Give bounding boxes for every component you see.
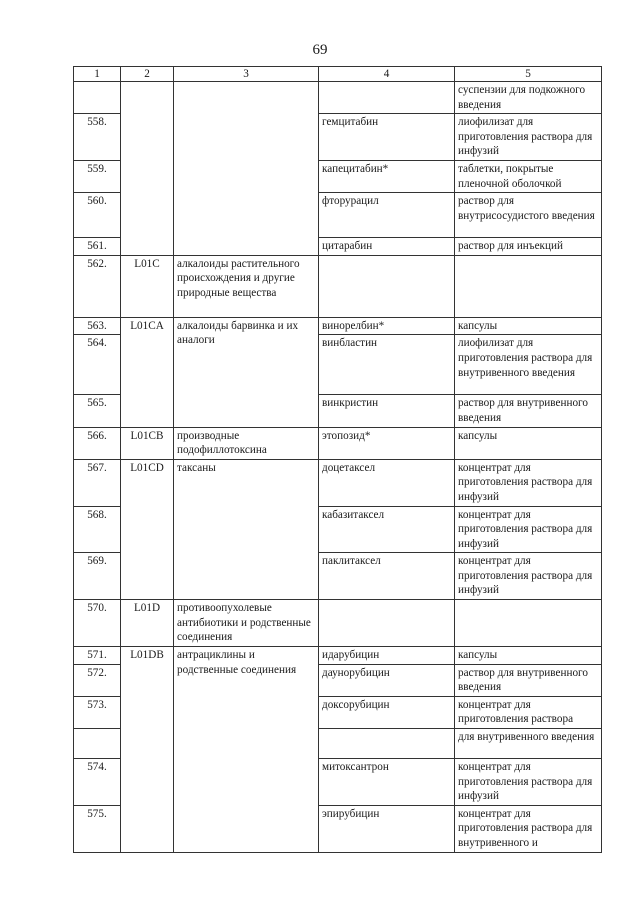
drug-name-cell (319, 729, 455, 759)
drug-name-cell: паклитаксел (319, 553, 455, 600)
table-row (74, 600, 602, 647)
table-row (74, 647, 602, 665)
table-row (74, 427, 602, 459)
group-name-cell (174, 82, 319, 256)
drug-name-cell (319, 600, 455, 647)
dosage-form-cell: лиофилизат для приготовления раствора для внутривенного введения (455, 335, 602, 395)
dosage-form-cell: раствор для инъекций (455, 238, 602, 256)
group-name-cell: таксаны (174, 459, 319, 599)
drug-name-cell: винорелбин* (319, 317, 455, 335)
drug-name-cell: этопозид* (319, 427, 455, 459)
drug-list-table (73, 66, 602, 853)
row-number-cell: 572. (74, 664, 121, 696)
row-number-cell: 575. (74, 805, 121, 852)
dosage-form-cell: раствор для внутривенного введения (455, 664, 602, 696)
row-number-cell: 565. (74, 395, 121, 427)
row-number-cell: 567. (74, 459, 121, 506)
atc-code-cell: L01CD (121, 459, 174, 599)
dosage-form-cell: капсулы (455, 647, 602, 665)
drug-name-cell: доксорубицин (319, 696, 455, 728)
row-number-cell (74, 82, 121, 114)
dosage-form-cell: для внутривенного введения (455, 729, 602, 759)
group-name-cell: алкалоиды растительного происхождения и другие природные вещества (174, 255, 319, 317)
atc-code-cell: L01CA (121, 317, 174, 427)
dosage-form-cell (455, 255, 602, 317)
atc-code-cell: L01DB (121, 647, 174, 853)
row-number-cell: 558. (74, 114, 121, 161)
row-number-cell: 574. (74, 759, 121, 806)
column-header: 2 (121, 67, 174, 82)
atc-code-cell: L01D (121, 600, 174, 647)
table-row (74, 317, 602, 335)
row-number-cell: 566. (74, 427, 121, 459)
row-number-cell: 568. (74, 506, 121, 553)
drug-name-cell: идарубицин (319, 647, 455, 665)
row-number-cell: 562. (74, 255, 121, 317)
drug-name-cell: гемцитабин (319, 114, 455, 161)
row-number-cell: 559. (74, 160, 121, 192)
dosage-form-cell: концентрат для приготовления раствора (455, 696, 602, 728)
drug-name-cell: фторурацил (319, 193, 455, 238)
drug-name-cell (319, 82, 455, 114)
table-row (74, 459, 602, 506)
drug-name-cell: капецитабин* (319, 160, 455, 192)
dosage-form-cell: концентрат для приготовления раствора для внутривенного и (455, 805, 602, 852)
drug-name-cell: даунорубицин (319, 664, 455, 696)
atc-code-cell (121, 82, 174, 256)
dosage-form-cell: капсулы (455, 317, 602, 335)
group-name-cell: антрациклины и родственные соединения (174, 647, 319, 853)
drug-name-cell: эпирубицин (319, 805, 455, 852)
dosage-form-cell: таблетки, покрытые пленочной оболочкой (455, 160, 602, 192)
dosage-form-cell: капсулы (455, 427, 602, 459)
drug-name-cell (319, 255, 455, 317)
drug-name-cell: винкристин (319, 395, 455, 427)
drug-name-cell: цитарабин (319, 238, 455, 256)
dosage-form-cell: раствор для внутрисосудистого введения (455, 193, 602, 238)
group-name-cell: противоопухолевые антибиотики и родственные соединения (174, 600, 319, 647)
page-number: 69 (312, 42, 328, 58)
atc-code-cell: L01C (121, 255, 174, 317)
row-number-cell (74, 729, 121, 759)
dosage-form-cell: раствор для внутривенного введения (455, 395, 602, 427)
dosage-form-cell: концентрат для приготовления раствора для инфузий (455, 553, 602, 600)
row-number-cell: 570. (74, 600, 121, 647)
dosage-form-cell: концентрат для приготовления раствора для инфузий (455, 459, 602, 506)
table-row (74, 255, 602, 317)
column-header: 5 (455, 67, 602, 82)
drug-name-cell: винбластин (319, 335, 455, 395)
column-header: 3 (174, 67, 319, 82)
group-name-cell: алкалоиды барвинка и их аналоги (174, 317, 319, 427)
row-number-cell: 564. (74, 335, 121, 395)
row-number-cell: 563. (74, 317, 121, 335)
drug-name-cell: кабазитаксел (319, 506, 455, 553)
row-number-cell: 561. (74, 238, 121, 256)
table-row (74, 82, 602, 114)
table-header-row (74, 67, 602, 82)
dosage-form-cell: суспензии для подкожного введения (455, 82, 602, 114)
row-number-cell: 569. (74, 553, 121, 600)
dosage-form-cell: лиофилизат для приготовления раствора для инфузий (455, 114, 602, 161)
row-number-cell: 573. (74, 696, 121, 728)
dosage-form-cell (455, 600, 602, 647)
dosage-form-cell: концентрат для приготовления раствора для инфузий (455, 759, 602, 806)
drug-name-cell: доцетаксел (319, 459, 455, 506)
atc-code-cell: L01CB (121, 427, 174, 459)
drug-name-cell: митоксантрон (319, 759, 455, 806)
dosage-form-cell: концентрат для приготовления раствора для инфузий (455, 506, 602, 553)
group-name-cell: производные подофиллотоксина (174, 427, 319, 459)
row-number-cell: 571. (74, 647, 121, 665)
column-header: 4 (319, 67, 455, 82)
row-number-cell: 560. (74, 193, 121, 238)
column-header: 1 (74, 67, 121, 82)
